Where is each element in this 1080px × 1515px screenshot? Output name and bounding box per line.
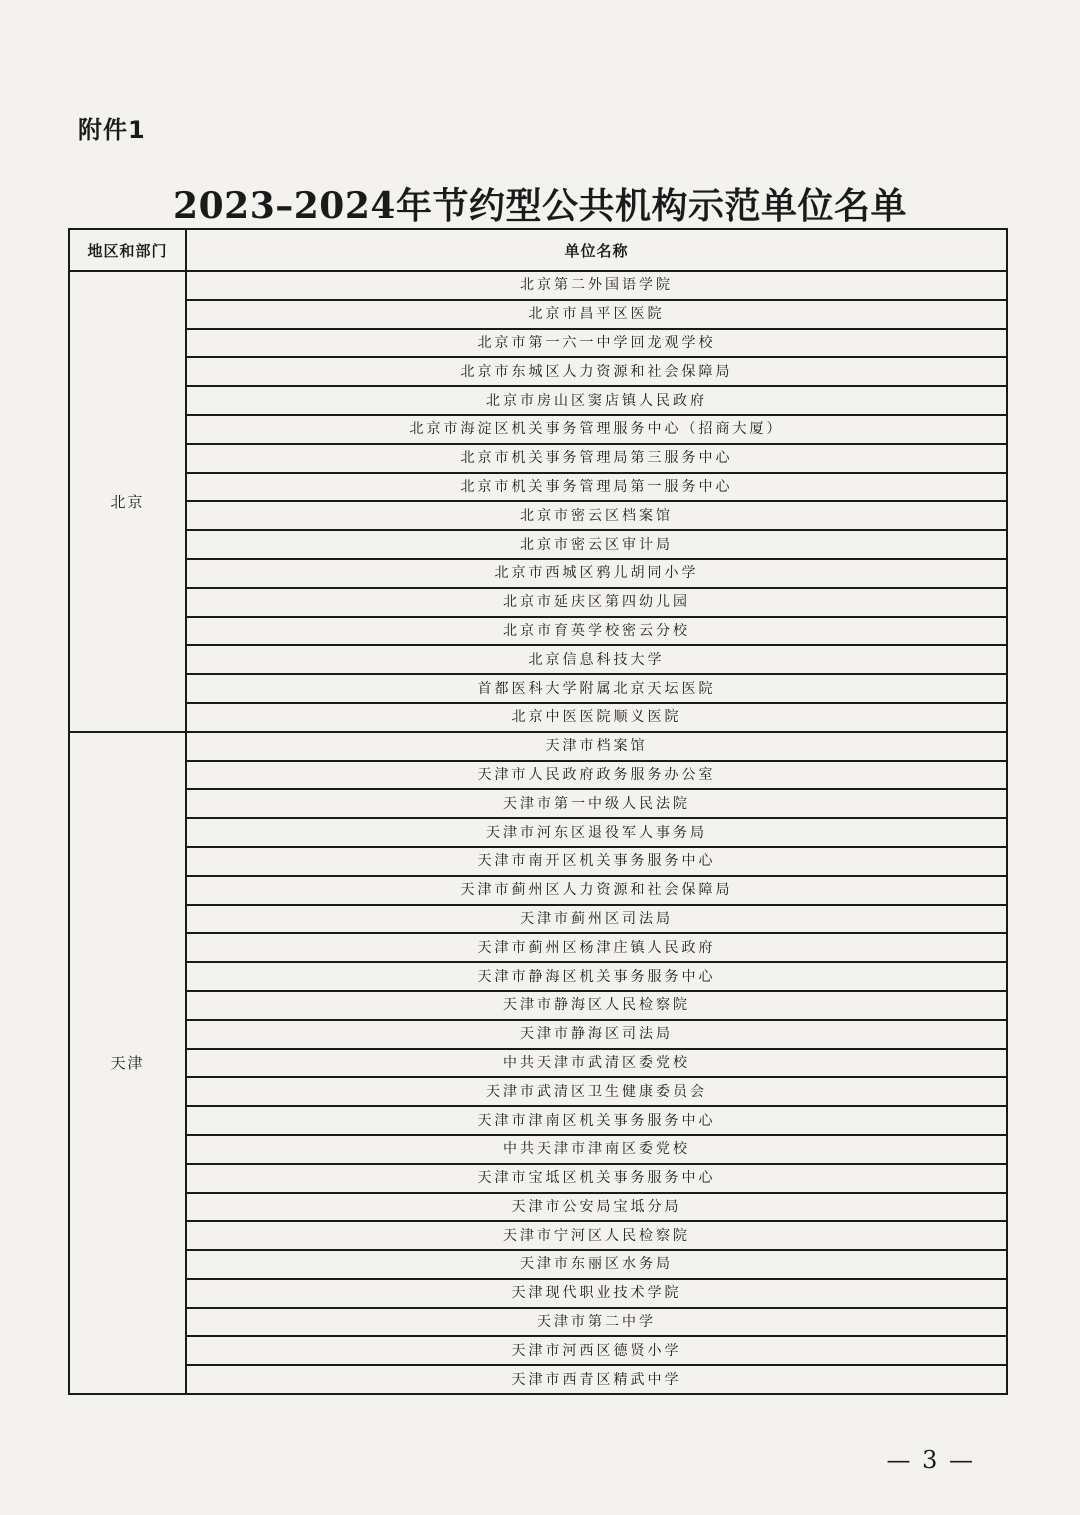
unit-name-cell: 中共天津市武清区委党校 [186, 1049, 1007, 1078]
region-cell: 天津 [69, 732, 186, 1394]
unit-name-cell: 天津市静海区机关事务服务中心 [186, 962, 1007, 991]
unit-name-cell: 中共天津市津南区委党校 [186, 1135, 1007, 1164]
unit-name-cell: 天津市档案馆 [186, 732, 1007, 761]
unit-name-cell: 天津市武清区卫生健康委员会 [186, 1077, 1007, 1106]
table-row [69, 876, 1007, 905]
document-title: 2023–2024年节约型公共机构示范单位名单 [173, 185, 907, 227]
table-row [69, 847, 1007, 876]
unit-name-cell: 北京市机关事务管理局第三服务中心 [186, 444, 1007, 473]
table-row [69, 1020, 1007, 1049]
unit-name-cell: 天津市蓟州区人力资源和社会保障局 [186, 876, 1007, 905]
unit-name-cell: 天津市公安局宝坻分局 [186, 1193, 1007, 1222]
table-row [69, 1336, 1007, 1365]
table-row [69, 674, 1007, 703]
unit-name-cell: 天津市河西区德贤小学 [186, 1336, 1007, 1365]
table-row [69, 1193, 1007, 1222]
table-row [69, 1250, 1007, 1279]
attachment-label: 附件1 [78, 116, 146, 144]
table-row [69, 1135, 1007, 1164]
table-row [69, 703, 1007, 732]
table-row [69, 991, 1007, 1020]
table-row [69, 271, 1007, 300]
unit-name-cell: 首都医科大学附属北京天坛医院 [186, 674, 1007, 703]
unit-name-cell: 天津市静海区人民检察院 [186, 991, 1007, 1020]
table-row [69, 1279, 1007, 1308]
table-row [69, 617, 1007, 646]
unit-name-cell: 天津市津南区机关事务服务中心 [186, 1106, 1007, 1135]
table-row [69, 818, 1007, 847]
table-row [69, 530, 1007, 559]
unit-name-cell: 天津市宝坻区机关事务服务中心 [186, 1164, 1007, 1193]
unit-name-cell: 北京市昌平区医院 [186, 300, 1007, 329]
unit-name-cell: 天津市南开区机关事务服务中心 [186, 847, 1007, 876]
unit-name-cell: 北京市育英学校密云分校 [186, 617, 1007, 646]
table-row [69, 357, 1007, 386]
table-row [69, 501, 1007, 530]
column-header-region: 地区和部门 [69, 229, 186, 271]
unit-name-cell: 北京市延庆区第四幼儿园 [186, 588, 1007, 617]
unit-name-cell: 天津市宁河区人民检察院 [186, 1221, 1007, 1250]
unit-name-cell: 天津市蓟州区杨津庄镇人民政府 [186, 933, 1007, 962]
unit-name-cell: 天津市静海区司法局 [186, 1020, 1007, 1049]
table-row [69, 415, 1007, 444]
unit-name-cell: 天津现代职业技术学院 [186, 1279, 1007, 1308]
unit-name-cell: 天津市蓟州区司法局 [186, 905, 1007, 934]
unit-name-cell: 天津市第二中学 [186, 1308, 1007, 1337]
table-row [69, 473, 1007, 502]
unit-name-cell: 北京第二外国语学院 [186, 271, 1007, 300]
unit-name-cell: 天津市河东区退役军人事务局 [186, 818, 1007, 847]
table-row [69, 329, 1007, 358]
table-row [69, 761, 1007, 790]
unit-name-cell: 北京市机关事务管理局第一服务中心 [186, 473, 1007, 502]
unit-name-cell: 北京市密云区审计局 [186, 530, 1007, 559]
table-row [69, 732, 1007, 761]
demonstration-units-table [68, 228, 1008, 1395]
table-row [69, 905, 1007, 934]
table-header-row [69, 229, 1007, 271]
table-row [69, 789, 1007, 818]
table-row [69, 300, 1007, 329]
table-row [69, 1365, 1007, 1394]
unit-name-cell: 北京市房山区窦店镇人民政府 [186, 386, 1007, 415]
table-row [69, 386, 1007, 415]
unit-name-cell: 天津市人民政府政务服务办公室 [186, 761, 1007, 790]
unit-name-cell: 天津市西青区精武中学 [186, 1365, 1007, 1394]
unit-name-cell: 天津市东丽区水务局 [186, 1250, 1007, 1279]
column-header-unit: 单位名称 [186, 229, 1007, 271]
region-cell: 北京 [69, 271, 186, 732]
unit-name-cell: 天津市第一中级人民法院 [186, 789, 1007, 818]
table-row [69, 1106, 1007, 1135]
table-row [69, 444, 1007, 473]
table-row [69, 933, 1007, 962]
unit-name-cell: 北京市西城区鸦儿胡同小学 [186, 559, 1007, 588]
table-row [69, 645, 1007, 674]
table-row [69, 1221, 1007, 1250]
table-row [69, 1308, 1007, 1337]
table-row [69, 962, 1007, 991]
unit-name-cell: 北京市东城区人力资源和社会保障局 [186, 357, 1007, 386]
table-row [69, 1164, 1007, 1193]
page-number: — 3 — [886, 1446, 975, 1474]
unit-name-cell: 北京市第一六一中学回龙观学校 [186, 329, 1007, 358]
table-body [69, 271, 1007, 1394]
table-row [69, 1077, 1007, 1106]
table-row [69, 1049, 1007, 1078]
table-row [69, 559, 1007, 588]
unit-name-cell: 北京市海淀区机关事务管理服务中心（招商大厦） [186, 415, 1007, 444]
table-row [69, 588, 1007, 617]
unit-name-cell: 北京中医医院顺义医院 [186, 703, 1007, 732]
unit-name-cell: 北京信息科技大学 [186, 645, 1007, 674]
unit-name-cell: 北京市密云区档案馆 [186, 501, 1007, 530]
